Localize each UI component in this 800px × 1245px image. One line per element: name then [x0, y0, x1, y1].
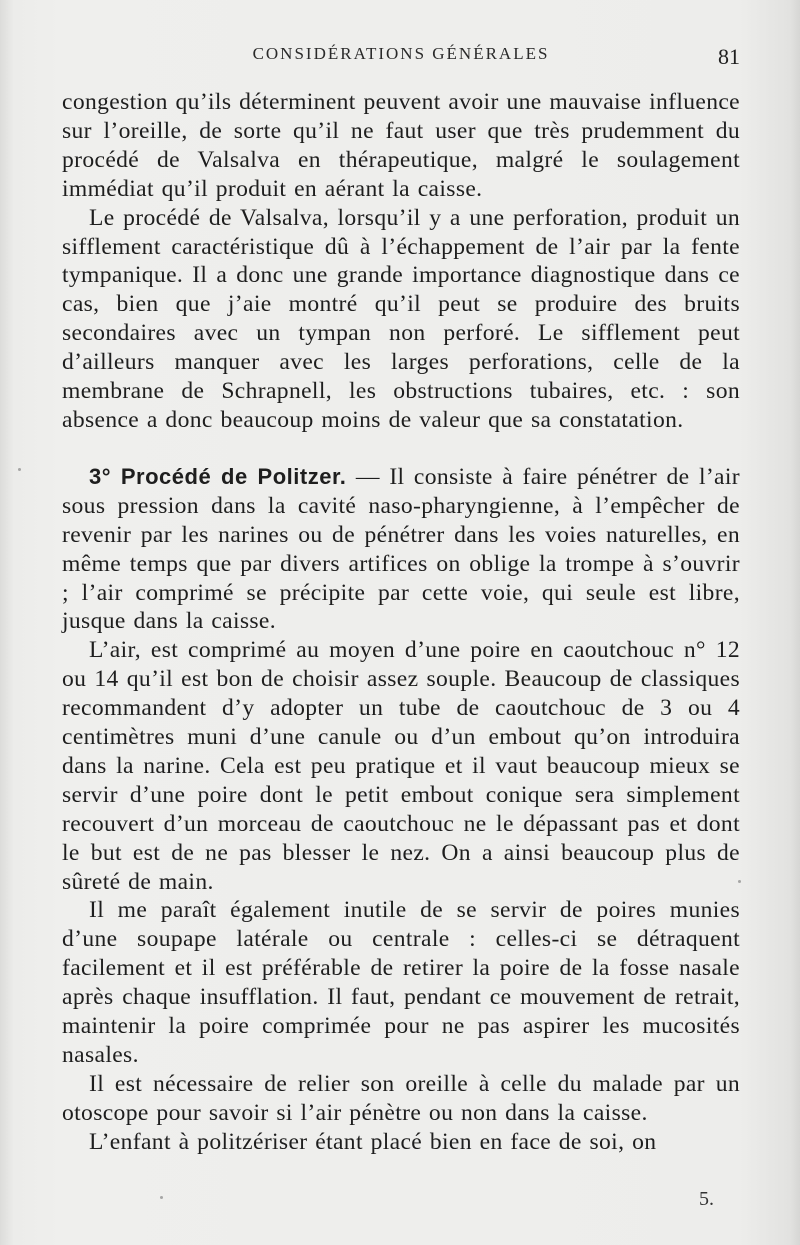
- paper-speck: [160, 1196, 163, 1199]
- paragraph-valves: Il me paraît également inutile de se servir de poires munies d’une soupape latérale ou centrale : celles-ci se détraquent facilement et il est préférable de retirer la poire de la fosse nasale après chaque insufflation. Il faut, pendant ce mouvement de retrait, maintenir la poire comprimée pour ne pas aspirer les mucosités nasales.: [62, 897, 740, 1068]
- running-title: CONSIDÉRATIONS GÉNÉRALES: [252, 44, 550, 63]
- paragraph-continuation: congestion qu’ils déterminent peuvent avoir une mauvaise influence sur l’oreille, de sorte qu’il ne faut user que très prudemment du procédé de Valsalva en thérapeutique, malgré le soulagement immédiat qu’il produit en aérant la caisse.: [62, 89, 740, 202]
- paragraph-politzer-text: — Il consiste à faire pénétrer de l’air sous pression dans la cavité naso-pharyngienne, à l’empêcher de revenir par les narines ou de pénétrer dans les voies naturelles, en même temps que par divers artifices on oblige la trompe à s’ouvrir ; l’air comprimé se précipite par cette voie, qui seule est libre, jusque dans la caisse.: [62, 463, 740, 635]
- paragraph-politzer: [62, 463, 740, 636]
- section-heading-politzer: 3° Procédé de Politzer.: [89, 463, 347, 489]
- paragraph-valsalva: Le procédé de Valsalva, lorsqu’il y a une perforation, produit un sifflement caractéristique dû à l’échappement de l’air par la fente tympanique. Il a donc une grande importance diagnostique dans ce cas, bien que j’aie montré qu’il peut se produire des bruits secondaires avec un tympan non perforé. Le sifflement peut d’ailleurs manquer avec les larges perforations, celle de la membrane de Schrapnell, les obstructions tubaires, etc. : son absence a donc beaucoup moins de valeur que sa constatation.: [62, 204, 740, 433]
- paper-speck: [738, 880, 741, 883]
- paragraph-otoscope: Il est nécessaire de relier son oreille à celle du malade par un otoscope pour savoir si l’air pénètre ou non dans la caisse.: [62, 1070, 740, 1126]
- page-number: 81: [718, 44, 740, 69]
- running-header: [62, 44, 740, 70]
- paper-speck: [18, 468, 21, 471]
- body-text: [62, 88, 740, 1157]
- paragraph-rubber-bulb: L’air, est comprimé au moyen d’une poire en caoutchouc n° 12 ou 14 qu’il est bon de choisir assez souple. Beaucoup de classiques recommandent d’y adopter un tube de caoutchouc de 3 ou 4 centimètres muni d’une canule ou d’un embout qu’on introduira dans la narine. Cela est peu pratique et il vaut beaucoup mieux se servir d’une poire dont le petit embout conique sera simplement recouvert d’un morceau de caoutchouc ne le dépassant pas et dont le but est de ne pas blesser le nez. On a ainsi beaucoup plus de sûreté de main.: [62, 637, 740, 895]
- signature-mark: 5.: [699, 1188, 714, 1210]
- paragraph-child-position: L’enfant à politzériser étant placé bien en face de soi, on: [89, 1128, 657, 1155]
